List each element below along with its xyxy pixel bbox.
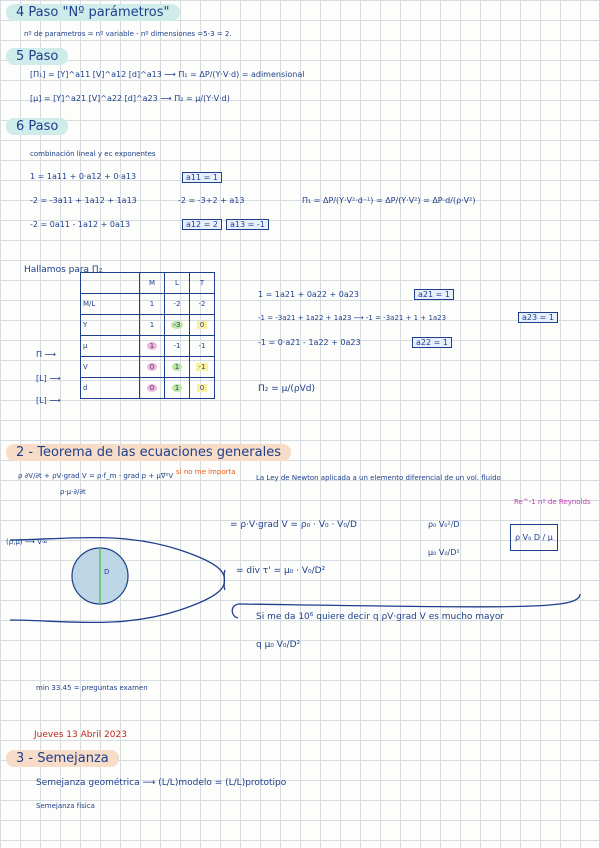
matrix-header-blank	[81, 273, 140, 294]
matrix-cell: 0	[140, 378, 165, 399]
paso4-line: nº de parametros = nº variable - nº dimensiones =5-3 = 2.	[24, 30, 232, 38]
section2-term2: = div τ' = μ₀ · V₀/D²	[236, 566, 326, 576]
paso4-title: 4 Paso "Nº parámetros"	[6, 4, 180, 21]
matrix-arrow-l1: [L] ⟶	[36, 374, 61, 383]
pi2-box-a23: a23 = 1	[518, 312, 558, 323]
paso5-title: 5 Paso	[6, 48, 68, 65]
matrix-header-l: L	[165, 273, 190, 294]
matrix-row-label: μ	[81, 336, 140, 357]
section2-eq: ρ ∂V/∂t + ρV·grad V = ρ·f_m - grad p + μ∇²V	[18, 472, 174, 480]
matrix-cell: 1	[140, 336, 165, 357]
pi2-result: Π₂ = μ/(ρVd)	[258, 384, 316, 394]
section2-term1: = ρ·V·grad V = ρ₀ · V₀ · V₀/D	[230, 520, 357, 530]
paso6-sol-a13: a13 = -1	[226, 219, 269, 230]
section3-geom: Semejanza geométrica ⟶ (L/L)modelo = (L/L)prototipo	[36, 778, 287, 788]
matrix-cell: 1	[140, 315, 165, 336]
section3-fisica: Semejanza física	[36, 802, 95, 810]
matrix-arrow-l2: [L] ⟶	[36, 396, 61, 405]
paso6-eq-2: -2 = -3a11 + 1a12 + 1a13	[30, 196, 137, 205]
matrix-header-t: T	[190, 273, 215, 294]
pi2-eq-2: -1 = -3a21 + 1a22 + 1a23 ⟶ -1 = -3a21 + 1 + 1a23	[258, 314, 447, 322]
section2-frac1: ρ₀ V₀²/D	[428, 520, 460, 529]
matrix-cell: -2	[190, 294, 215, 315]
section2-remark: Si me da 10⁶ quiere decir q ρV·grad V es mucho mayor	[256, 612, 505, 622]
pi2-eq-1: 1 = 1a21 + 0a22 + 0a23	[258, 290, 359, 299]
matrix-header-m: M	[140, 273, 165, 294]
matrix-cell: 0	[190, 315, 215, 336]
paso5-line1: [Π₁] = [Y]^a11 [V]^a12 [d]^a13 ⟶ Π₁ = ΔP/(Y·V·d) = adimensional	[30, 70, 305, 79]
section2-newton: La Ley de Newton aplicada a un elemento diferencial de un vol. fluido	[256, 474, 501, 482]
matrix-row-label: M/L	[81, 294, 140, 315]
section3-title: 3 - Semejanza	[6, 750, 119, 767]
dimension-matrix	[80, 272, 215, 399]
matrix-row-label: Y	[81, 315, 140, 336]
matrix-cell: 0	[140, 357, 165, 378]
pi2-box-a22: a22 = 1	[412, 337, 452, 348]
paso6-sol-a12: a12 = 2	[182, 219, 222, 230]
paso6-eq-1: 1 = 1a11 + 0·a12 + 0·a13	[30, 172, 137, 181]
remark-arrow	[220, 590, 590, 630]
pi2-eq-3: -1 = 0·a21 - 1a22 + 0a23	[258, 338, 361, 347]
flow-label-left: (ρ,μ) ⟶ V∞	[6, 538, 48, 546]
matrix-cell: 1	[165, 378, 190, 399]
paso6-sol-step: -2 = -3+2 + a13	[178, 196, 245, 205]
paso6-sol-a11: a11 = 1	[182, 172, 222, 183]
section2-eq-sub: ρ·μ·∂/∂t	[60, 488, 86, 496]
flow-sketch	[0, 510, 240, 640]
matrix-cell: -2	[165, 294, 190, 315]
flow-circle-label: D	[104, 568, 110, 576]
matrix-cell: 1	[140, 294, 165, 315]
date-heading: Jueves 13 Abril 2023	[34, 730, 127, 740]
matrix-arrow-pi: Π ⟶	[36, 350, 57, 359]
matrix-cell: 0	[190, 378, 215, 399]
matrix-row-label: V	[81, 357, 140, 378]
section2-title: 2 - Teorema de las ecuaciones generales	[6, 444, 291, 461]
matrix-cell: 1	[165, 357, 190, 378]
paso6-eq-3: -2 = 0a11 - 1a12 + 0a13	[30, 220, 131, 229]
section2-note-orange: si no me importa	[176, 468, 236, 476]
paso5-line2: [μ] = [Y]^a21 [V]^a22 [d]^a23 ⟶ Π₂ = μ/(Y·V·d)	[30, 94, 230, 103]
matrix-cell: -3	[165, 315, 190, 336]
matrix-cell: -1	[165, 336, 190, 357]
section2-min-note: min 33.45 = preguntas examen	[36, 684, 148, 692]
section2-frac2: μ₀ V₀/D²	[428, 548, 460, 557]
paso6-title: 6 Paso	[6, 118, 68, 135]
pi2-title: Hallamos para Π₂	[24, 265, 103, 275]
matrix-cell: -1	[190, 336, 215, 357]
section2-frac3: ρ V₀ D / μ	[510, 524, 558, 551]
section2-remark2: q μ₀ V₀/D²	[256, 640, 301, 650]
pi2-box-a21: a21 = 1	[414, 289, 454, 300]
section2-re-label: Re^-1 nº de Reynolds	[514, 498, 591, 506]
matrix-row-label: d	[81, 378, 140, 399]
paso6-intro: combinación lineal y ec exponentes	[30, 150, 156, 158]
paso6-result: Π₁ = ΔP/(Y·V²·d⁻¹) = ΔP/(Y·V²) = ΔP·d/(ρ·V²)	[302, 196, 476, 205]
matrix-cell: -1	[190, 357, 215, 378]
